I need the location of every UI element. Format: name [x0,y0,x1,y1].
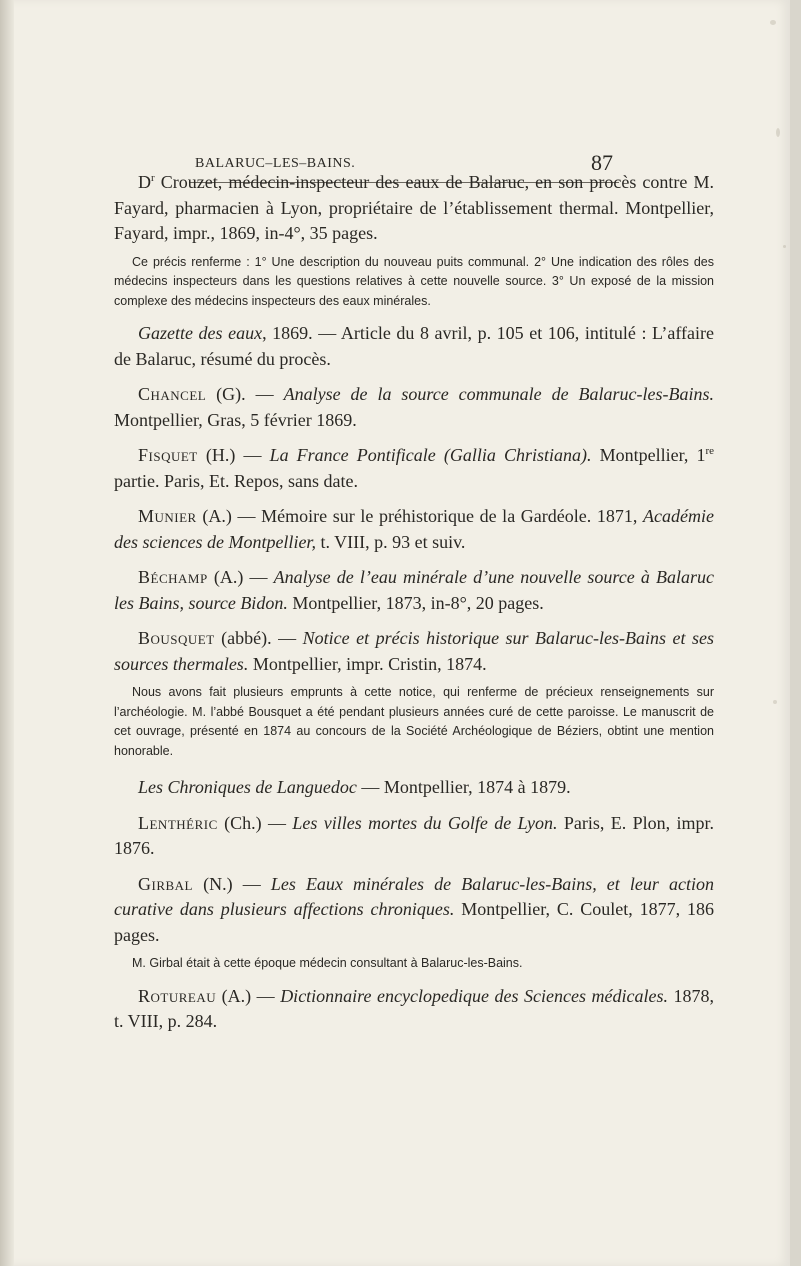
entry-author-initial: (Ch.) [217,812,262,833]
entry-details: — Montpellier, 1874 à 1879. [356,777,571,797]
entry-author-initial: (H.) [197,445,236,465]
entry-details: Montpellier, C. Coulet, 1877, 186 pages. [114,899,715,945]
entry-details: Montpellier, Gras, 5 février 1869. [114,409,357,430]
entry-author: D [138,172,151,192]
entry-author: Girbal [138,873,193,894]
entry-title: Notice et précis historique sur Balaruc-les-Bains et ses sources thermales. [114,628,715,674]
entry-author-superscript: r [151,172,155,184]
entry-details: , 1869. — Article du 8 avril, p. 105 et 106, intitulé : L’affaire de Balaruc, résumé du procès. [114,323,714,369]
entry-separator: — [245,384,284,404]
entry-details: 1878, t. VIII, p. 284. [114,985,714,1031]
entry-details: Montpellier, 1 [591,445,706,465]
page-gutter [0,0,14,1266]
bibliography-list [114,170,714,1035]
paper-stain [783,245,786,248]
entry-title: Les villes mortes du Golfe de Lyon. [292,812,558,833]
entry-title: Les Eaux minérales de Balaruc-les-Bains, et leur action curative dans plusieurs affections chroniques. [114,873,715,919]
entry-title: Dictionnaire encyclopedique des Sciences médicales. [280,985,668,1006]
bibliography-entry [114,775,714,801]
entry-details-continued: t. VIII, p. 93 et suiv. [315,531,466,552]
entry-author-initial: (A.) [216,985,252,1006]
entry-author: Munier [138,506,197,526]
entry-separator: — [232,873,271,894]
bibliography-entry [114,443,714,494]
entry-author: Rotureau [138,985,217,1006]
entry-author-initial: (G). [206,384,246,404]
entry-author: Fisquet [138,445,198,465]
entry-title: Gazette des eaux [138,323,263,343]
bibliography-entry [114,984,714,1035]
entry-details: Paris, E. Plon, impr. 1876. [114,812,715,858]
entry-author: Bousquet [138,628,215,648]
entry-author: Béchamp [138,567,208,587]
entry-separator: — [261,812,293,833]
bibliography-entry [114,321,714,372]
entry-note: Ce précis renferme : 1° Une description du nouveau puits communal. 2° Une indication des rôles des médecins inspecteurs dans les questions relatives à cette nouvelle source. 3° Un exposé de la mission complexe des médecins inspecteurs des eaux minérales. [114,254,714,308]
entry-author: Lenthéric [138,812,218,833]
paper-stain [770,20,776,25]
entry-author: Chancel [138,384,207,404]
bibliography-entry [114,811,714,862]
entry-title: Crouzet, médecin-inspecteur des eaux de Balaruc, en son procès contre M. Fayard, pharmacien à Lyon, propriétaire de l’établissement thermal. Montpellier, Fayard, impr., 1869, in-4°, 35 pages. [114,172,714,243]
paper-stain [776,128,780,137]
entry-title: La France Pontificale (Gallia Christiana). [269,445,592,465]
entry-author-initial: (A.) [207,567,244,587]
running-title: BALARUC–LES–BAINS. [195,156,356,171]
entry-title: Analyse de l’eau minérale d’une nouvelle source à Balaruc les Bains, source Bidon. [114,567,714,613]
entry-details: Montpellier, impr. Cristin, 1874. [248,653,487,674]
entry-details-continued: partie. Paris, Et. Repos, sans date. [114,470,358,491]
entry-author-initial: (N.) [193,873,233,894]
entry-title: Académie des sciences de Montpellier, [114,506,714,552]
entry-separator: — [235,445,270,465]
entry-note: M. Girbal était à cette époque médecin consultant à Balaruc-les-Bains. [132,956,523,970]
entry-separator: — [243,567,274,587]
paper-stain [773,700,777,704]
page-number: 87 [591,150,613,175]
entry-title: Analyse de la source communale de Balaruc-les-Bains. [283,384,714,404]
entry-author-initial: (A.) [196,506,232,526]
bibliography-entry [114,626,714,677]
entry-details-superscript: re [705,445,715,457]
bibliography-entry [114,382,714,433]
entry-details: Montpellier, 1873, in-8°, 20 pages. [287,592,544,613]
bibliography-entry [114,565,714,616]
entry-separator: — [251,985,281,1006]
bibliography-entry [114,872,714,949]
bibliography-entry [114,504,714,555]
entry-separator: — [271,628,303,648]
entry-author-initial: (abbé). [214,628,272,648]
entry-note: Nous avons fait plusieurs emprunts à cette notice, qui renferme de précieux renseignements sur l’archéologie. M. l’abbé Bousquet a été pendant plusieurs années curé de cette paroisse. Le manuscrit de cet ouvrage, présenté en 1874 au concours de la Société Archéologique de Béziers, obtint une mention honorable. [114,685,714,758]
entry-title: Les Chroniques de Languedoc [138,777,357,797]
bibliography-entry [114,170,714,247]
entry-details: — Mémoire sur le préhistorique de la Gardéole. 1871, [231,506,644,526]
